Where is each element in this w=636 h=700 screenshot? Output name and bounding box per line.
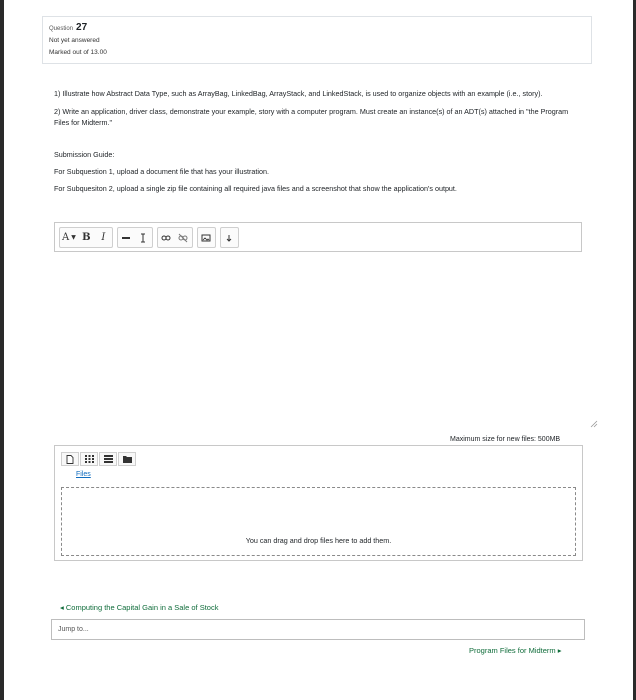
link-icon <box>161 233 171 243</box>
question-label: Question <box>49 26 74 32</box>
submission-guide <box>54 149 584 194</box>
expand-toolbar-icon <box>224 233 234 243</box>
add-file-button[interactable] <box>61 452 79 466</box>
text-cursor-icon <box>138 233 148 243</box>
link-button[interactable] <box>158 228 175 247</box>
unlink-button[interactable] <box>175 228 192 247</box>
question-part-2: 2) Write an application, driver class, demonstrate your example, story with a computer program. Must create an instance(s) of an ADT(s) attached in "the Program Files for Midterm." <box>54 107 569 127</box>
italic-button[interactable]: I <box>101 232 106 243</box>
tree-view-button[interactable] <box>118 452 136 466</box>
unordered-list-button[interactable] <box>118 228 135 247</box>
next-activity-link[interactable]: Program Files for Midterm ▸ <box>469 646 562 655</box>
question-info-box <box>42 16 592 64</box>
chevron-down-icon: ▼ <box>71 234 76 241</box>
jump-to-label: Jump to... <box>58 626 89 633</box>
grid-icon <box>85 455 94 463</box>
arrow-right-icon: ▸ <box>555 646 562 655</box>
image-icon <box>201 233 211 243</box>
more-tools-button[interactable] <box>221 228 238 247</box>
guide-title: Submission Guide: <box>54 150 115 159</box>
font-style-button[interactable]: A ▼ <box>62 232 76 243</box>
file-manager-toolbar <box>61 452 137 466</box>
list-view-button[interactable] <box>99 452 117 466</box>
jump-to-select[interactable] <box>51 619 585 640</box>
file-icon <box>66 455 74 464</box>
question-part-1: 1) Illustrate how Abstract Data Type, such as ArrayBag, LinkedBag, ArrayStack, and LinkedStack, is used to organize objects with an example (i.e., story). <box>54 89 543 98</box>
folder-icon <box>123 455 132 463</box>
file-manager <box>54 445 583 561</box>
editor-toolbar <box>59 227 243 248</box>
question-state: Not yet answered <box>49 37 100 44</box>
resize-handle-icon[interactable] <box>590 420 598 428</box>
question-number: 27 <box>76 22 88 33</box>
bold-button[interactable]: B <box>82 232 91 243</box>
list-icon <box>121 233 131 243</box>
previous-activity-link[interactable]: ◂ Computing the Capital Gain in a Sale of Stock <box>60 603 219 612</box>
question-mark: Marked out of 13.00 <box>49 49 107 56</box>
left-edge <box>0 0 4 700</box>
files-breadcrumb[interactable]: Files <box>76 471 91 478</box>
arrow-left-icon: ◂ <box>60 603 66 612</box>
max-file-size: Maximum size for new files: 500MB <box>450 436 561 443</box>
list-icon <box>104 455 113 463</box>
drop-zone-text: You can drag and drop files here to add them. <box>245 536 392 545</box>
text-editor[interactable] <box>54 222 582 252</box>
question-text <box>54 88 584 200</box>
guide-subquestion-1: For Subquestion 1, upload a document file that has your illustration. <box>54 167 269 176</box>
guide-subquestion-2: For Subquesiton 2, upload a single zip file containing all required java files and a screenshot that show the application's output. <box>54 184 457 193</box>
ordered-list-button[interactable] <box>135 228 152 247</box>
unlink-icon <box>178 233 188 243</box>
insert-image-button[interactable] <box>198 228 215 247</box>
file-drop-zone[interactable] <box>61 487 576 556</box>
icon-view-button[interactable] <box>80 452 98 466</box>
